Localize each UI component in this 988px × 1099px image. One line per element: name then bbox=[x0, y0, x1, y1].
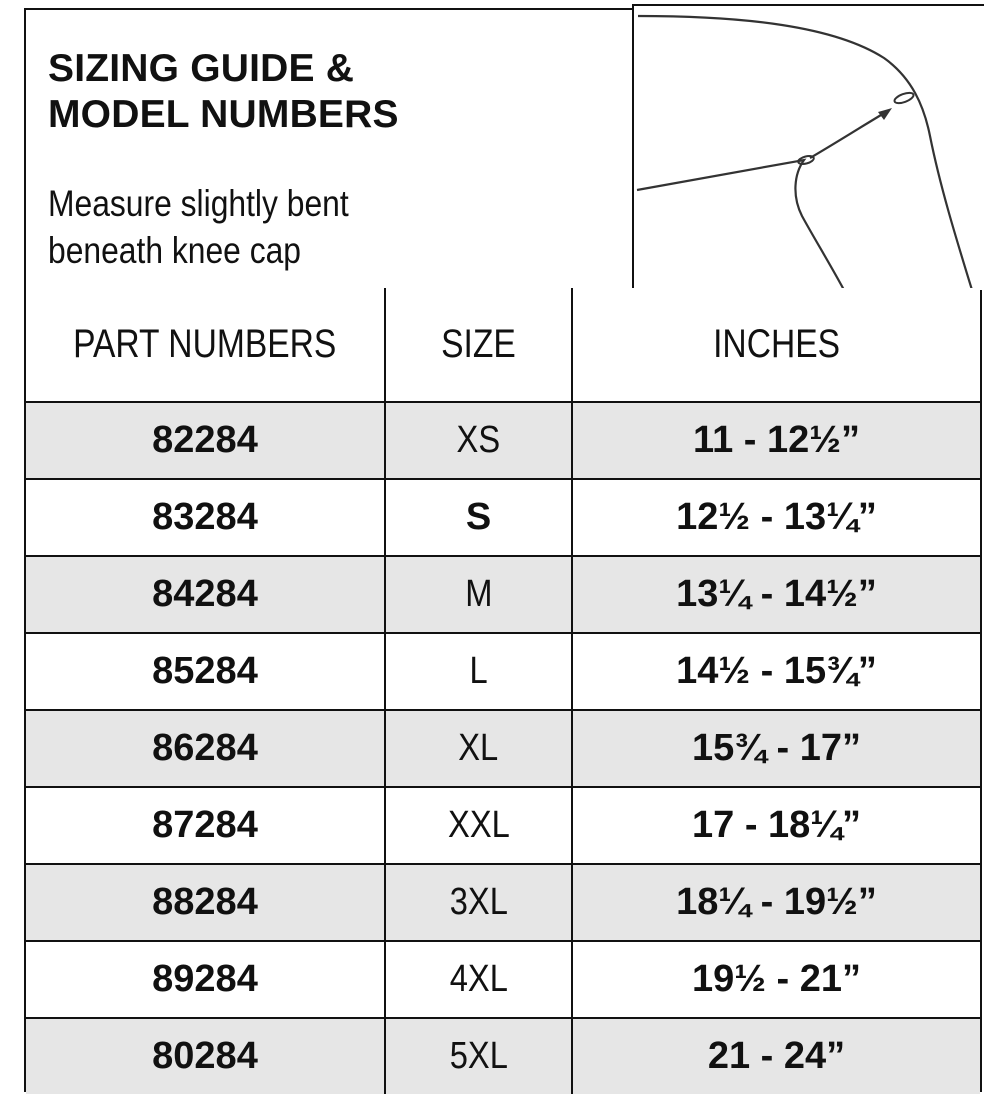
column-header-inches: INCHES bbox=[572, 288, 980, 402]
measure-arrow-line bbox=[810, 112, 886, 158]
table-row bbox=[26, 556, 980, 633]
title-line-1: SIZING GUIDE & bbox=[48, 47, 355, 90]
inches-cell: 14½ - 15¾” bbox=[572, 633, 980, 710]
knee-illustration bbox=[634, 6, 984, 290]
size-cell: 5XL bbox=[385, 1018, 572, 1094]
part-number-cell: 85284 bbox=[26, 633, 385, 710]
tape-loop-upper bbox=[893, 91, 915, 105]
part-number-cell: 89284 bbox=[26, 941, 385, 1018]
measure-arrow-head bbox=[878, 108, 892, 120]
table-row bbox=[26, 479, 980, 556]
inches-cell: 17 - 18¼” bbox=[572, 787, 980, 864]
size-cell: 4XL bbox=[385, 941, 572, 1018]
size-cell: M bbox=[385, 556, 572, 633]
part-number-cell: 83284 bbox=[26, 479, 385, 556]
shin-outline bbox=[637, 160, 844, 290]
page-title bbox=[48, 46, 399, 138]
guide-header bbox=[26, 10, 980, 290]
size-cell: L bbox=[385, 633, 572, 710]
part-number-cell: 86284 bbox=[26, 710, 385, 787]
column-header-part-numbers: PART NUMBERS bbox=[26, 288, 385, 402]
bent-knee-measurement-icon bbox=[632, 4, 984, 290]
size-cell: S bbox=[385, 479, 572, 556]
inches-cell: 18¼ - 19½” bbox=[572, 864, 980, 941]
inches-cell: 15¾ - 17” bbox=[572, 710, 980, 787]
title-line-2: MODEL NUMBERS bbox=[48, 93, 399, 136]
table-header-row bbox=[26, 288, 980, 402]
size-cell: 3XL bbox=[385, 864, 572, 941]
table-row bbox=[26, 1018, 980, 1094]
measurement-instruction bbox=[48, 180, 349, 274]
leg-outline bbox=[638, 16, 972, 290]
table-row bbox=[26, 402, 980, 479]
part-number-cell: 87284 bbox=[26, 787, 385, 864]
part-number-cell: 84284 bbox=[26, 556, 385, 633]
sizing-table bbox=[26, 288, 980, 1094]
table-row bbox=[26, 787, 980, 864]
size-cell: XS bbox=[385, 402, 572, 479]
inches-cell: 12½ - 13¼” bbox=[572, 479, 980, 556]
part-number-cell: 80284 bbox=[26, 1018, 385, 1094]
table-row bbox=[26, 633, 980, 710]
size-cell: XL bbox=[385, 710, 572, 787]
instruction-line-1: Measure slightly bent bbox=[48, 183, 349, 224]
size-cell: XXL bbox=[385, 787, 572, 864]
instruction-line-2: beneath knee cap bbox=[48, 230, 302, 271]
inches-cell: 13¼ - 14½” bbox=[572, 556, 980, 633]
table-row bbox=[26, 710, 980, 787]
sizing-guide-card bbox=[24, 8, 982, 1092]
table-row bbox=[26, 864, 980, 941]
inches-cell: 11 - 12½” bbox=[572, 402, 980, 479]
column-header-size: SIZE bbox=[385, 288, 572, 402]
part-number-cell: 82284 bbox=[26, 402, 385, 479]
inches-cell: 21 - 24” bbox=[572, 1018, 980, 1094]
table-row bbox=[26, 941, 980, 1018]
part-number-cell: 88284 bbox=[26, 864, 385, 941]
inches-cell: 19½ - 21” bbox=[572, 941, 980, 1018]
